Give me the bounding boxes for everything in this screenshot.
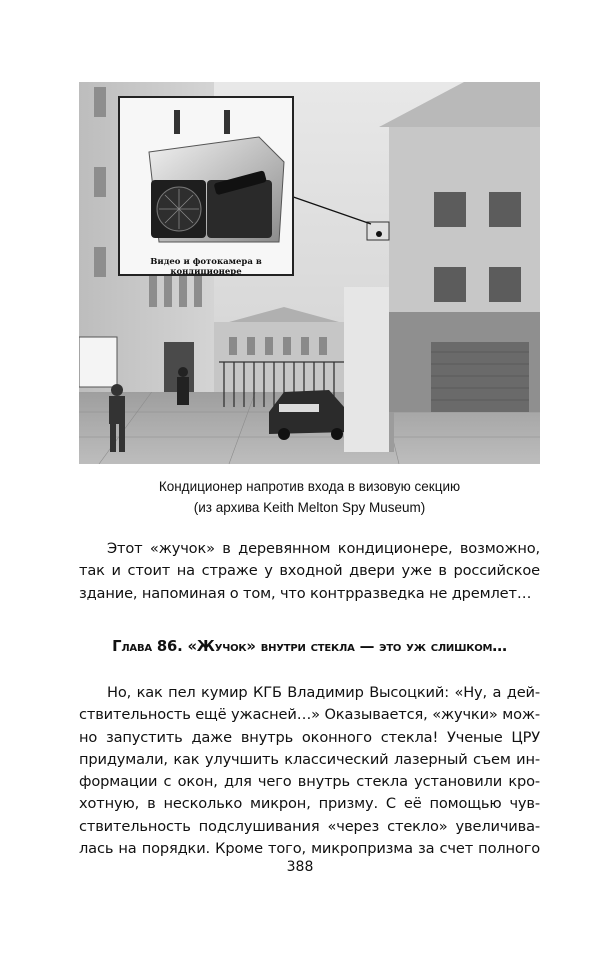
- figure-caption-line-1: Кондиционер напротив входа в визовую секцию: [158, 479, 461, 494]
- paragraph-2-line: но запустить даже внутрь оконного стекла! Ученые ЦРУ: [79, 728, 540, 746]
- paragraph-1-line: Этот «жучок» в деревянном кондиционере, возможно,: [107, 540, 540, 557]
- paragraph-2-line: ствительность ещё ужасней…» Оказывается, «жучки» мож-: [79, 706, 540, 724]
- paragraph-2-line: придумали, как улучшить классический лазерный съем ин-: [79, 750, 540, 768]
- paragraph-1-line: так и стоит на страже у входной двери уже в российское: [79, 562, 540, 580]
- inset-panel: [119, 97, 293, 275]
- figure-caption-line-2: (из архива Keith Melton Spy Museum): [193, 500, 426, 515]
- paragraph-1: [79, 538, 540, 605]
- paragraph-2-line: ствительность подслушивания «через стекло» увеличива-: [79, 817, 540, 835]
- paragraph-1-line: здание, напоминая о том, что контрразведка не дремлет…: [79, 584, 532, 602]
- person-at-door: [177, 367, 189, 405]
- consulate-sign: [79, 337, 117, 387]
- paragraph-2-line: формации с окон, для чего внутрь стекла установили кро-: [79, 773, 540, 791]
- wall-camera: [367, 222, 389, 240]
- illustration-figure: [79, 82, 540, 464]
- inset-caption: Видео и фотокамера в кондиционере: [150, 257, 262, 277]
- paragraph-2-line: хотную, в несколько микрон, призму. С её помощью чув-: [79, 795, 540, 813]
- paragraph-2-line: Но, как пел кумир КГБ Владимир Высоцкий: «Ну, а дей-: [107, 684, 540, 701]
- paragraph-2-line: лась на порядки. Кроме того, микропризма за счет полного: [79, 840, 540, 858]
- chapter-heading: Глава 86. «Жучок» внутри стекла — это уж слишком…: [112, 638, 507, 655]
- garage-door: [431, 342, 529, 412]
- paragraph-2: [79, 682, 540, 860]
- page-number: 388: [286, 859, 314, 875]
